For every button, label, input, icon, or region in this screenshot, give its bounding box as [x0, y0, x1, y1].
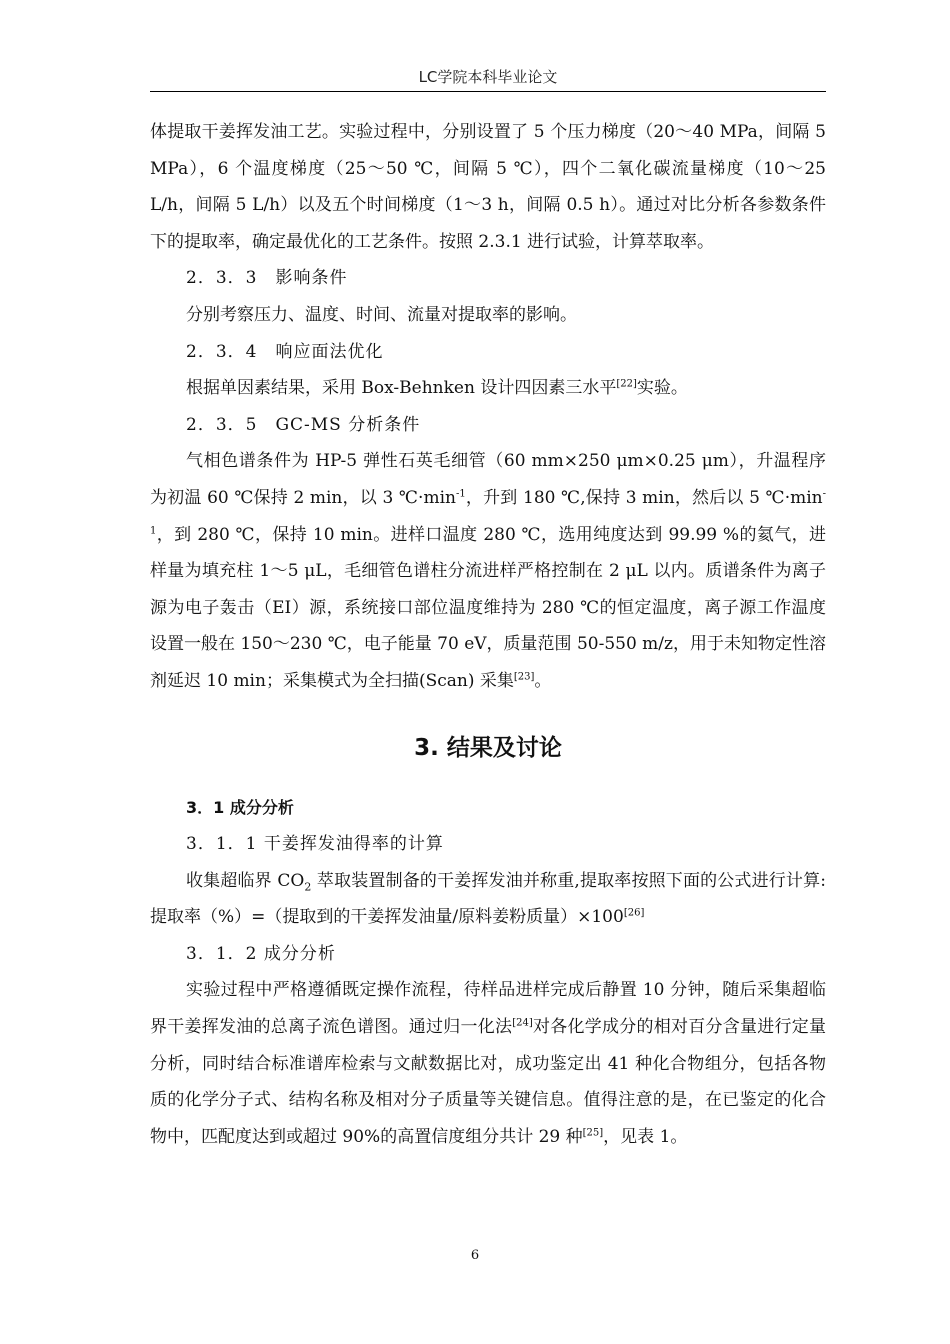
paragraph-yield-calculation — [150, 863, 826, 936]
running-header: LC学院本科毕业论文 — [418, 68, 558, 86]
text: 萃取装置制备的干姜挥发油并称重,提取率按照下面的公式进行计算:提取率（%）=（提取到的干姜挥发油量/原料姜粉质量）×100 — [150, 870, 826, 928]
text: 气相色谱条件为 HP-5 弹性石英毛细管（60 mm×250 μm×0.25 μm），升温程序为初温 60 ℃保持 2 min，以 3 ℃·min — [150, 451, 826, 508]
superscript: -1 — [455, 488, 466, 500]
subscript: 2 — [304, 880, 312, 894]
heading-3-1-2: 3．1．2 成分分析 — [186, 943, 336, 964]
superscript: -1 — [150, 488, 826, 536]
citation-ref: [26] — [623, 907, 645, 919]
header-divider — [150, 91, 826, 92]
heading-3-1: 3．1 成分分析 — [186, 797, 294, 817]
page-number: 6 — [470, 1248, 480, 1263]
citation-ref: [23] — [513, 671, 535, 683]
paragraph-influence-conditions: 分别考察压力、温度、时间、流量对提取率的影响。 — [186, 304, 577, 325]
paragraph-response-surface — [150, 370, 826, 407]
paragraph-extraction-process: 体提取干姜挥发油工艺。实验过程中，分别设置了 5 个压力梯度（20～40 MPa，间隔 5 MPa），6 个温度梯度（25～50 ℃，间隔 5 ℃），四个二氧化碳流量梯度（10～25 L/h，间隔 5 L/h）以及五个时间梯度（1～3 h，间隔 0.5 h）。通过对比分析各参数条件下的提取率，确定最优化的工艺条件。按照 2.3.1 进行试验，计算萃取率。 — [150, 122, 826, 252]
citation-ref: [25] — [582, 1127, 604, 1139]
text: 对各化学成分的相对百分含量进行定量分析，同时结合标准谱库检索与文献数据比对，成功鉴定出 41 种化合物组分，包括各物质的化学分子式、结构名称及相对分子质量等关键信息。值得注意的是，在已鉴定的化合物中，匹配度达到或超过 90%的高置信度组分共计 29 种 — [150, 1017, 827, 1147]
text: 实验过程中严格遵循既定操作流程，待样品进样完成后静置 10 分钟，随后采集超临界干姜挥发油的总离子流色谱图。通过归一化法 — [150, 980, 826, 1038]
text: ，到 280 ℃，保持 10 min。进样口温度 280 ℃，选用纯度达到 99.99 %的氦气，进样量为填充柱 1～5 μL，毛细管色谱柱分流进样严格控制在 2 μL 以内。质谱条件为离子源为电子轰击（EI）源，系统接口部位温度维持为 280 ℃的恒定温度，离子源工作温度设置一般在 150～230 ℃，电子能量 70 eV，质量范围 50-550 m/z，用于未知物定性溶剂延迟 10 min；采集模式为全扫描(Scan) 采集 — [150, 524, 826, 691]
text: ，升到 180 ℃,保持 3 min，然后以 5 ℃·min — [465, 487, 823, 508]
paragraph-component-analysis — [150, 972, 826, 1155]
paragraph-gcms-conditions — [150, 443, 826, 699]
text: 收集超临界 CO — [186, 870, 305, 891]
text: 。 — [534, 670, 552, 691]
heading-2-3-5: 2．3．5 GC-MS 分析条件 — [186, 414, 421, 435]
citation-ref: [24] — [512, 1017, 533, 1029]
citation-ref: [22] — [616, 378, 637, 390]
page-body — [150, 114, 826, 1155]
heading-3-1-1: 3．1．1 干姜挥发油得率的计算 — [186, 834, 444, 855]
section-title-results: 3. 结果及讨论 — [414, 734, 562, 761]
heading-2-3-3: 2．3．3 影响条件 — [186, 268, 348, 289]
heading-2-3-4: 2．3．4 响应面法优化 — [186, 341, 384, 362]
text: 实验。 — [636, 378, 688, 399]
text: ，见表 1。 — [603, 1126, 688, 1147]
text: 根据单因素结果，采用 Box-Behnken 设计四因素三水平 — [186, 378, 617, 399]
